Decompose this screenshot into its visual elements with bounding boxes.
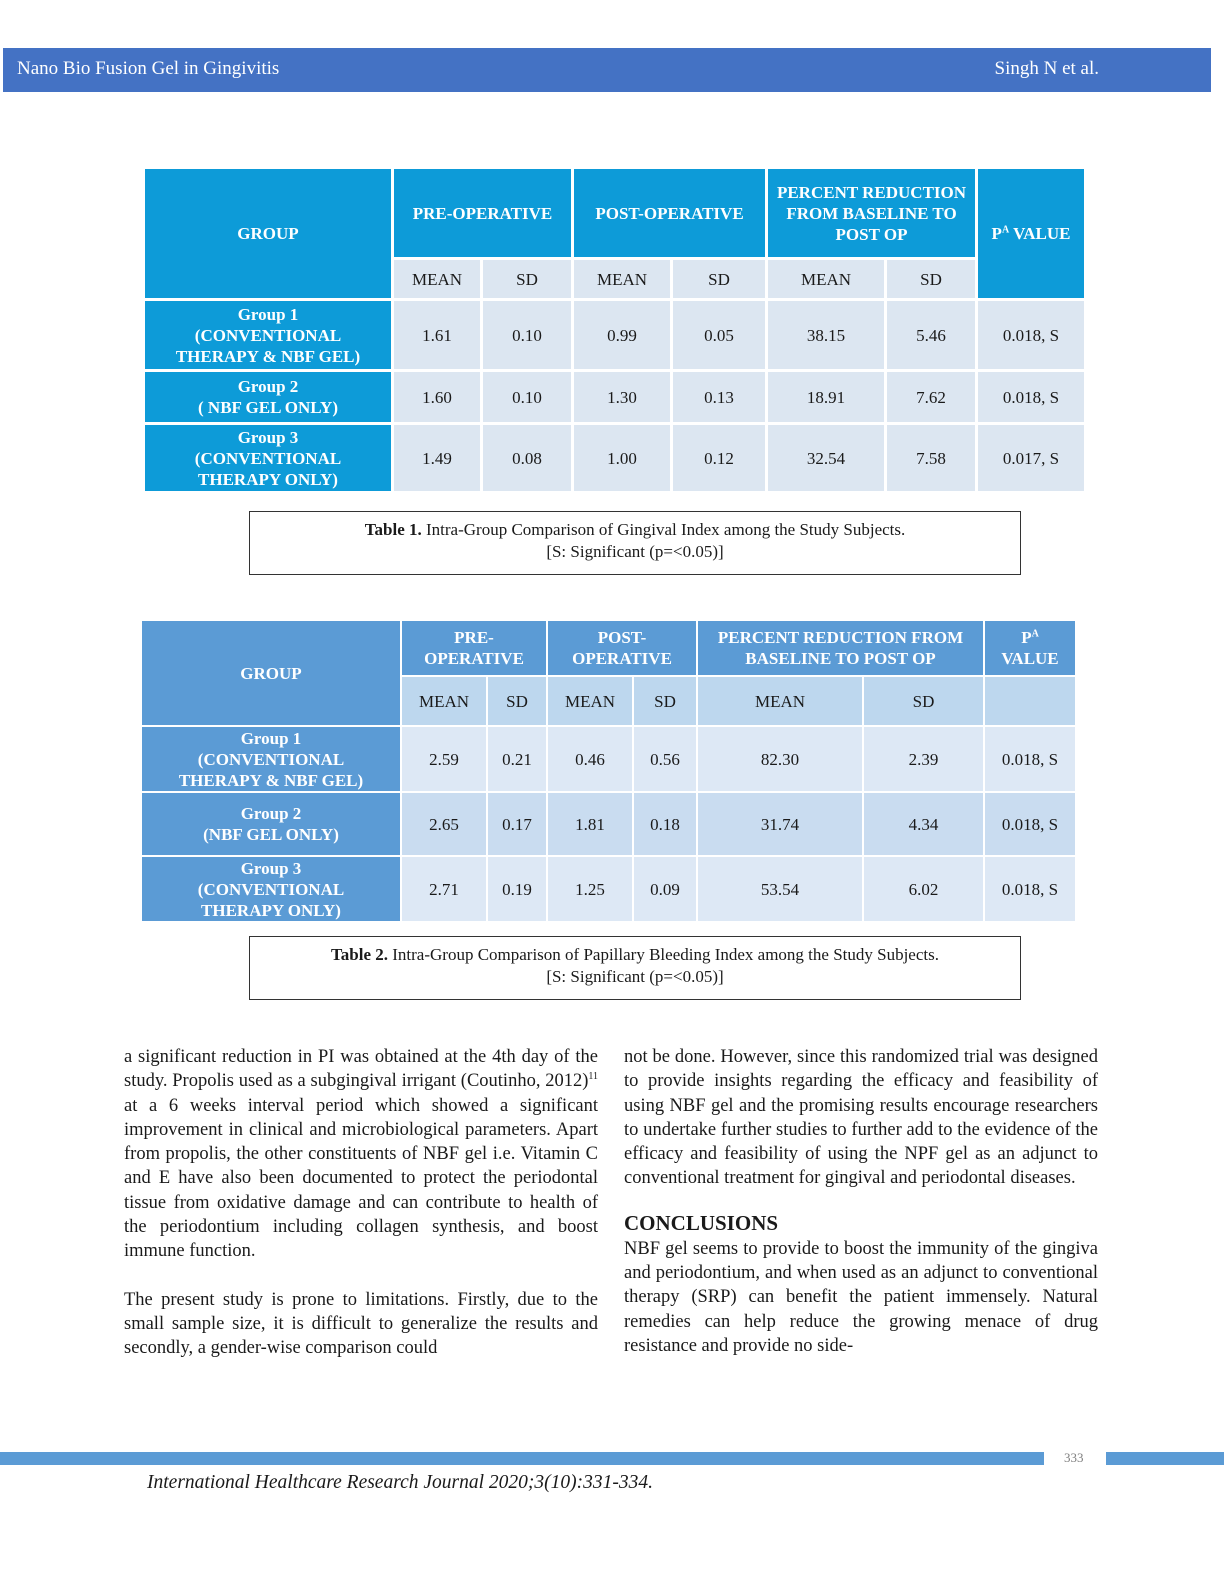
table-cell: 0.018, S: [978, 372, 1084, 422]
t2-sub-mean: MEAN: [401, 676, 487, 726]
running-header: [3, 48, 1211, 92]
table-row: [141, 856, 1076, 922]
table-cell: 32.54: [768, 425, 884, 491]
t1-percent-header: PERCENT REDUCTION FROM BASELINE TO POST OP: [768, 169, 975, 257]
table-cell: 0.09: [633, 856, 697, 922]
table-cell: 0.10: [483, 372, 571, 422]
table-cell: 82.30: [697, 726, 863, 792]
table-row: [141, 726, 1076, 792]
footer-bar: [0, 1452, 1044, 1465]
footer-bar: [1106, 1452, 1224, 1465]
paragraph: not be done. However, since this randomized trial was designed to provide insights regarding the efficacy and feasibility of using NBF gel and the promising results encourage researchers to undertake further studies to further add to the evidence of the efficacy and feasibility of using the NPF gel as an adjunct to conventional treatment for gingival and periodontal diseases.: [624, 1047, 1098, 1189]
t2-sub-sd: SD: [487, 676, 547, 726]
table-cell: 0.56: [633, 726, 697, 792]
table-row: [141, 792, 1076, 856]
t2-row-label: Group 3 (CONVENTIONAL THERAPY ONLY): [141, 856, 401, 922]
table-cell: 1.61: [394, 301, 480, 369]
table-cell: 1.81: [547, 792, 633, 856]
table-cell: 1.30: [574, 372, 670, 422]
table-cell: 2.39: [863, 726, 984, 792]
table-cell: 0.13: [673, 372, 765, 422]
table-cell: 0.18: [633, 792, 697, 856]
table-cell: 0.018, S: [984, 856, 1076, 922]
t1-row-label: Group 2 ( NBF GEL ONLY): [145, 372, 391, 422]
paragraph: The present study is prone to limitations. Firstly, due to the small sample size, it is difficult to generalize the results and secondly, a gender-wise comparison could: [124, 1289, 598, 1359]
paragraph: a significant reduction in PI was obtained at the 4th day of the study. Propolis used as a subgingival irrigant (Coutinho, 2012)$^{11}$ at a 6 weeks interval period which showed a significant improvement in clinical and microbiological parameters. Apart from propolis, the other constituents of NBF gel i.e. Vitamin C and E have also been documented to protect the periodontal tissue from oxidative damage and can contribute to health of the periodontium including collagen synthesis, and boost immune function.: [124, 1047, 598, 1262]
table-cell: 1.00: [574, 425, 670, 491]
table-cell: 1.60: [394, 372, 480, 422]
table-cell: 38.15: [768, 301, 884, 369]
table-cell: 0.17: [487, 792, 547, 856]
t2-pvalue-header: $P^A$ VALUE: [984, 620, 1076, 676]
table-cell: 0.10: [483, 301, 571, 369]
table-cell: 2.59: [401, 726, 487, 792]
t2-row-label: Group 2 (NBF GEL ONLY): [141, 792, 401, 856]
t1-group-header: GROUP: [145, 169, 391, 298]
table-cell: 0.018, S: [978, 301, 1084, 369]
header-authors: Singh N et al.: [994, 58, 1099, 79]
t1-row-label: Group 1 (CONVENTIONAL THERAPY & NBF GEL): [145, 301, 391, 369]
table-cell: 0.08: [483, 425, 571, 491]
t2-group-header: GROUP: [141, 620, 401, 726]
left-column: [124, 1045, 598, 1385]
table-cell: 53.54: [697, 856, 863, 922]
table-1-caption: Table 1. Intra-Group Comparison of Gingival Index among the Study Subjects. [S: Significant (p=<0.05)]: [249, 511, 1021, 575]
table-cell: 18.91: [768, 372, 884, 422]
table-cell: 0.05: [673, 301, 765, 369]
t2-percent-header: PERCENT REDUCTION FROM BASELINE TO POST OP: [697, 620, 984, 676]
table-cell: 0.99: [574, 301, 670, 369]
t1-sub-mean: MEAN: [768, 260, 884, 298]
t2-preop-header: PRE- OPERATIVE: [401, 620, 547, 676]
t1-sub-sd: SD: [673, 260, 765, 298]
table-cell: 6.02: [863, 856, 984, 922]
table-cell: 2.65: [401, 792, 487, 856]
t2-sub-mean: MEAN: [697, 676, 863, 726]
table-row: [145, 372, 1084, 422]
table-cell: 0.12: [673, 425, 765, 491]
t1-sub-mean: MEAN: [394, 260, 480, 298]
table-cell: 31.74: [697, 792, 863, 856]
t1-sub-mean: MEAN: [574, 260, 670, 298]
table-cell: 1.49: [394, 425, 480, 491]
table-cell: 0.46: [547, 726, 633, 792]
t2-sub-sd: SD: [633, 676, 697, 726]
t2-sub-empty: [984, 676, 1076, 726]
table-1: [142, 166, 1087, 494]
header-title: Nano Bio Fusion Gel in Gingivitis: [17, 58, 280, 79]
journal-citation: International Healthcare Research Journal 2020;3(10):331-334.: [147, 1472, 653, 1493]
t1-postop-header: POST-OPERATIVE: [574, 169, 765, 257]
table-row: [145, 425, 1084, 491]
t1-sub-sd: SD: [887, 260, 975, 298]
paragraph: NBF gel seems to provide to boost the immunity of the gingiva and periodontium, and when used as an adjunct to conventional therapy (SRP) can benefit the patient immensely. Natural remedies can help reduce the growing menace of drug resistance and provide no side-: [624, 1238, 1098, 1356]
table-cell: 7.58: [887, 425, 975, 491]
t1-sub-sd: SD: [483, 260, 571, 298]
t2-sub-mean: MEAN: [547, 676, 633, 726]
section-heading: CONCLUSIONS: [624, 1210, 779, 1235]
t2-row-label: Group 1 (CONVENTIONAL THERAPY & NBF GEL): [141, 726, 401, 792]
table-2-caption: Table 2. Intra-Group Comparison of Papillary Bleeding Index among the Study Subjects. [S: Significant (p=<0.05)]: [249, 936, 1021, 1000]
table-cell: 1.25: [547, 856, 633, 922]
table-cell: 5.46: [887, 301, 975, 369]
table-cell: 0.19: [487, 856, 547, 922]
table-row: [145, 301, 1084, 369]
t1-pvalue-header: $P^A$ VALUE: [978, 169, 1084, 298]
page-number: 333: [1064, 1450, 1084, 1465]
table-cell: 7.62: [887, 372, 975, 422]
table-cell: 2.71: [401, 856, 487, 922]
table-cell: 0.018, S: [984, 792, 1076, 856]
t1-row-label: Group 3 (CONVENTIONAL THERAPY ONLY): [145, 425, 391, 491]
table-cell: 0.21: [487, 726, 547, 792]
table-2: [141, 620, 1076, 922]
right-column: [624, 1045, 1098, 1382]
t2-sub-sd: SD: [863, 676, 984, 726]
t2-postop-header: POST- OPERATIVE: [547, 620, 697, 676]
table-cell: 0.018, S: [984, 726, 1076, 792]
table-cell: 4.34: [863, 792, 984, 856]
table-cell: 0.017, S: [978, 425, 1084, 491]
t1-preop-header: PRE-OPERATIVE: [394, 169, 571, 257]
